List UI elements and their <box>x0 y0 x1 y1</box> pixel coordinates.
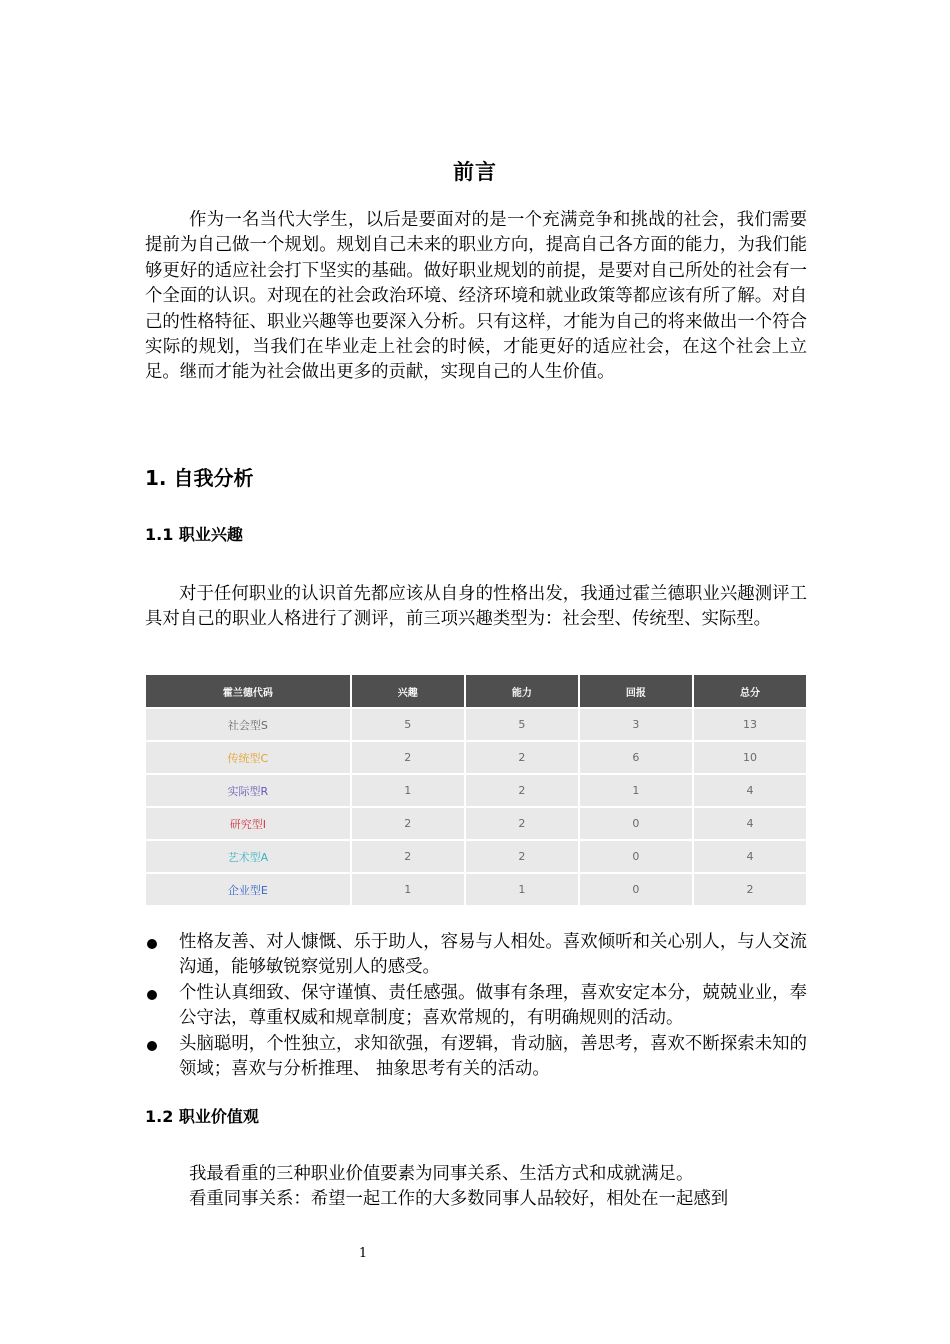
interest-cell: 2 <box>352 841 464 872</box>
table-row <box>146 841 806 872</box>
bullet-icon <box>147 990 157 1000</box>
total-cell: 13 <box>694 709 806 740</box>
interest-cell: 1 <box>352 874 464 905</box>
total-cell: 2 <box>694 874 806 905</box>
table-row <box>146 775 806 806</box>
reward-cell: 6 <box>580 742 692 773</box>
ability-cell: 2 <box>466 808 578 839</box>
bullet-icon <box>147 1041 157 1051</box>
list-item <box>145 930 807 981</box>
type-code-cell: 艺术型A <box>146 841 350 872</box>
holland-code-table <box>144 673 808 907</box>
bullet-icon <box>147 939 157 949</box>
total-cell: 4 <box>694 808 806 839</box>
total-cell: 4 <box>694 775 806 806</box>
interest-cell: 2 <box>352 808 464 839</box>
subsection-heading-career-values: 1.2 职业价值观 <box>145 1107 259 1126</box>
column-header-ability: 能力 <box>466 675 578 707</box>
bullet-text: 个性认真细致、保守谨慎、责任感强。做事有条理，喜欢安定本分，兢兢业业，奉公守法，尊重权威和规章制度；喜欢常规的，有明确规则的活动。 <box>179 982 807 1029</box>
bullet-text: 性格友善、对人慷慨、乐于助人，容易与人相处。喜欢倾听和关心别人，与人交流沟通，能够敏锐察觉别人的感受。 <box>179 932 807 978</box>
section-heading-self-analysis: 1. 自我分析 <box>145 466 254 490</box>
reward-cell: 1 <box>580 775 692 806</box>
page-number: 1 <box>358 1246 368 1261</box>
values-line: 我最看重的三种职业价值要素为同事关系、生活方式和成就满足。 <box>189 1164 694 1184</box>
interest-cell: 1 <box>352 775 464 806</box>
type-code-cell: 传统型C <box>146 742 350 773</box>
table-row <box>146 742 806 773</box>
type-code-cell: 社会型S <box>146 709 350 740</box>
ability-cell: 2 <box>466 841 578 872</box>
ability-cell: 2 <box>466 742 578 773</box>
total-cell: 10 <box>694 742 806 773</box>
subsection-heading-career-interest: 1.1 职业兴趣 <box>145 525 243 544</box>
list-item <box>145 1032 807 1083</box>
bullet-text: 头脑聪明，个性独立，求知欲强，有逻辑，肯动脑，善思考，喜欢不断探索未知的领域；喜欢与分析推理、 抽象思考有关的活动。 <box>179 1033 807 1080</box>
table-row <box>146 709 806 740</box>
total-cell: 4 <box>694 841 806 872</box>
interest-cell: 5 <box>352 709 464 740</box>
type-code-cell: 实际型R <box>146 775 350 806</box>
reward-cell: 3 <box>580 709 692 740</box>
intro-paragraph: 作为一名当代大学生，以后是要面对的是一个充满竞争和挑战的社会，我们需要提前为自己做一个规划。规划自己未来的职业方向，提高自己各方面的能力，为我们能够更好的适应社会打下坚实的基础。做好职业规划的前提，是要对自己所处的社会有一个全面的认识。对现在的社会政治环境、经济环境和就业政策等都应该有所了解。对自己的性格特征、职业兴趣等也要深入分析。只有这样，才能为自己的将来做出一个符合实际的规划，当我们在毕业走上社会的时候，才能更好的适应社会，在这个社会上立足。继而才能为社会做出更多的贡献，实现自己的人生价值。 <box>145 210 807 383</box>
interest-cell: 2 <box>352 742 464 773</box>
type-code-cell: 研究型I <box>146 808 350 839</box>
column-header-code: 霍兰德代码 <box>146 675 350 707</box>
career-values-paragraph <box>145 1162 807 1213</box>
table-header-row <box>146 675 806 707</box>
reward-cell: 0 <box>580 874 692 905</box>
column-header-total: 总分 <box>694 675 806 707</box>
table-row <box>146 874 806 905</box>
column-header-interest: 兴趣 <box>352 675 464 707</box>
ability-cell: 5 <box>466 709 578 740</box>
list-item <box>145 981 807 1032</box>
column-header-reward: 回报 <box>580 675 692 707</box>
reward-cell: 0 <box>580 841 692 872</box>
career-interest-paragraph: 对于任何职业的认识首先都应该从自身的性格出发，我通过霍兰德职业兴趣测评工具对自己的职业人格进行了测评，前三项兴趣类型为：社会型、传统型、实际型。 <box>145 584 807 630</box>
ability-cell: 2 <box>466 775 578 806</box>
page-title: 前言 <box>453 160 497 184</box>
table-row <box>146 808 806 839</box>
type-code-cell: 企业型E <box>146 874 350 905</box>
trait-bullet-list <box>145 930 807 1082</box>
values-line: 看重同事关系：希望一起工作的大多数同事人品较好，相处在一起感到 <box>189 1189 729 1210</box>
reward-cell: 0 <box>580 808 692 839</box>
ability-cell: 1 <box>466 874 578 905</box>
